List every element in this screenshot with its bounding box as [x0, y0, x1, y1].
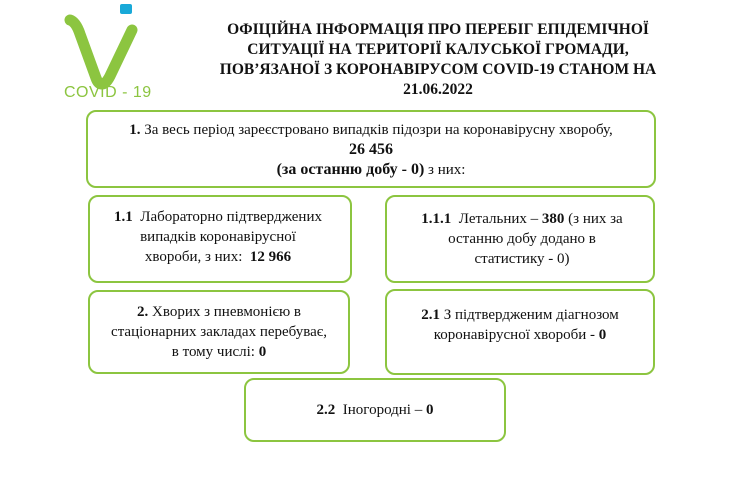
- item-text: випадків коронавірусної: [140, 229, 296, 245]
- logo-text: COVID - 19: [64, 84, 152, 101]
- title-line: СИТУАЦІЇ НА ТЕРИТОРІЇ КАЛУСЬКОЇ ГРОМАДИ,: [247, 41, 629, 58]
- deaths-box: [385, 195, 655, 283]
- item-number: 1.1.1: [421, 211, 452, 227]
- confirmed-diagnosis-box: [385, 289, 655, 375]
- item-text: З підтвердженим діагнозом: [443, 307, 619, 323]
- deaths-value: 380: [541, 211, 565, 227]
- total-suspected-text: [88, 120, 654, 140]
- total-suspected-value: 26 456: [349, 141, 393, 158]
- item-number: 1.: [129, 122, 141, 138]
- item-text: хвороби, з них:: [144, 249, 243, 265]
- item-text: коронавірусної хвороби -: [433, 327, 595, 343]
- item-number: 2.1: [421, 307, 440, 323]
- lab-confirmed-box: [88, 195, 352, 283]
- item-text: Іногородні –: [342, 402, 423, 418]
- item-number: 2.2: [316, 402, 336, 418]
- item-text: останню добу додано в: [448, 231, 596, 247]
- item-number: 1.1: [114, 209, 133, 225]
- title-line: ОФІЦІЙНА ІНФОРМАЦІЯ ПРО ПЕРЕБІГ ЕПІДЕМІЧНОЇ: [227, 21, 649, 38]
- lab-confirmed-value: 12 966: [249, 249, 292, 265]
- item-number: 2.: [137, 304, 149, 320]
- item-text: За весь період зареєстровано випадків підозри на коронавірусну хворобу,: [144, 122, 613, 138]
- pneumonia-value: 0: [258, 344, 267, 360]
- item-text: статистику - 0): [474, 251, 570, 267]
- confirmed-diagnosis-value: 0: [598, 327, 607, 343]
- item-text: в тому числі:: [171, 344, 255, 360]
- nonresident-box: [244, 378, 506, 442]
- total-suspected-daily: [88, 160, 654, 180]
- nonresident-value: 0: [425, 402, 434, 418]
- total-suspected-box: [86, 110, 656, 188]
- item-suffix: з них:: [428, 162, 466, 178]
- daily-count: (за останню добу - 0): [276, 161, 425, 178]
- item-text: Лабораторно підтверджених: [140, 209, 322, 225]
- pneumonia-box: [88, 290, 350, 374]
- page-title: [158, 20, 718, 100]
- item-label: Летальних –: [458, 211, 539, 227]
- title-date: 21.06.2022: [403, 81, 473, 98]
- title-line: ПОВ’ЯЗАНОЇ З КОРОНАВІРУСОМ COVID-19 СТАНОМ НА: [219, 61, 657, 78]
- item-text: (з них за: [568, 211, 623, 227]
- item-text: стаціонарних закладах перебуває,: [111, 324, 327, 340]
- item-text: Хворих з пневмонією в: [152, 304, 301, 320]
